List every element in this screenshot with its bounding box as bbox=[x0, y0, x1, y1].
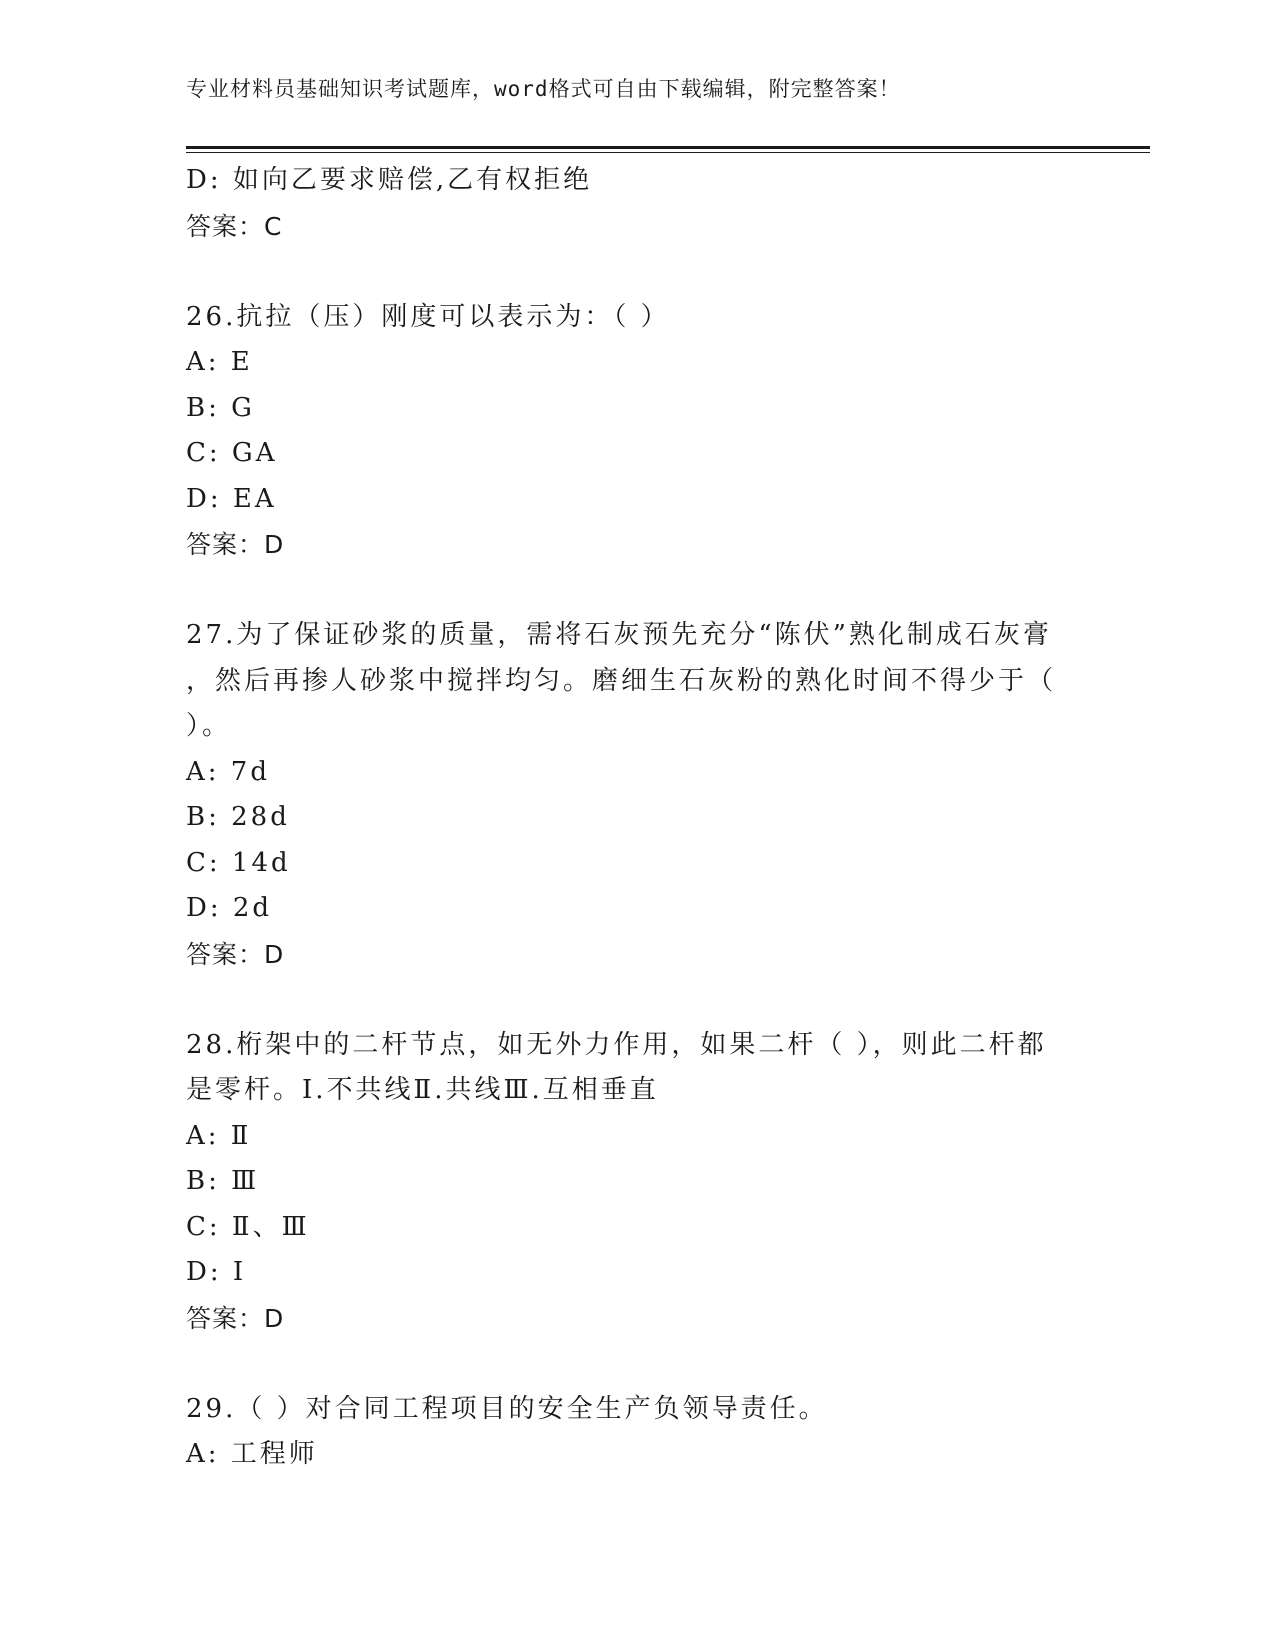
answer-option: C: GA bbox=[186, 438, 278, 468]
answer-option: A: E bbox=[186, 347, 253, 377]
answer-option: C: 14d bbox=[186, 847, 291, 878]
answer-option: D: 2d bbox=[186, 893, 273, 923]
answer-key: 答案：C bbox=[186, 211, 283, 241]
question-text-line: 是零杆。I.不共线Ⅱ.共线Ⅲ.互相垂直 bbox=[186, 1075, 659, 1105]
question-text-line: ）。 bbox=[186, 711, 232, 741]
question-text-line: 26.抗拉（压）刚度可以表示为：（ ） bbox=[186, 301, 670, 332]
header-rule-thick bbox=[186, 146, 1150, 149]
answer-option: A: Ⅱ bbox=[186, 1120, 252, 1151]
answer-option: D: EA bbox=[186, 483, 277, 514]
answer-key: 答案：D bbox=[186, 530, 285, 559]
answer-option: B: G bbox=[186, 392, 255, 423]
answer-option: B: Ⅲ bbox=[186, 1166, 260, 1196]
blank-line bbox=[186, 1341, 1086, 1387]
answer-option: A: 7d bbox=[186, 756, 270, 787]
answer-key: 答案：D bbox=[186, 939, 285, 969]
answer-option: D: 如向乙要求赔偿,乙有权拒绝 bbox=[186, 165, 593, 195]
question-text-line: 28.桁架中的二杆节点，如无外力作用，如果二杆（ ），则此二杆都 bbox=[186, 1029, 1047, 1060]
blank-line bbox=[186, 249, 1086, 295]
header-rule-thin bbox=[186, 152, 1150, 153]
question-list bbox=[186, 158, 1086, 1478]
answer-key: 答案：D bbox=[186, 1303, 285, 1333]
answer-option: D: I bbox=[186, 1257, 247, 1287]
answer-option: B: 28d bbox=[186, 802, 290, 832]
question-text-line: 27.为了保证砂浆的质量，需将石灰预先充分“陈伏”熟化制成石灰膏 bbox=[186, 620, 1052, 650]
page-header: 专业材料员基础知识考试题库，word格式可自由下载编辑，附完整答案！ bbox=[186, 77, 901, 101]
answer-option: C: Ⅱ、Ⅲ bbox=[186, 1211, 310, 1242]
question-text-line: ，然后再掺人砂浆中搅拌均匀。磨细生石灰粉的熟化时间不得少于（ bbox=[186, 665, 1057, 696]
blank-line bbox=[186, 977, 1086, 1023]
blank-line bbox=[186, 568, 1086, 614]
question-text-line: 29.（ ）对合同工程项目的安全生产负领导责任。 bbox=[186, 1393, 828, 1424]
answer-option: A: 工程师 bbox=[186, 1439, 318, 1469]
